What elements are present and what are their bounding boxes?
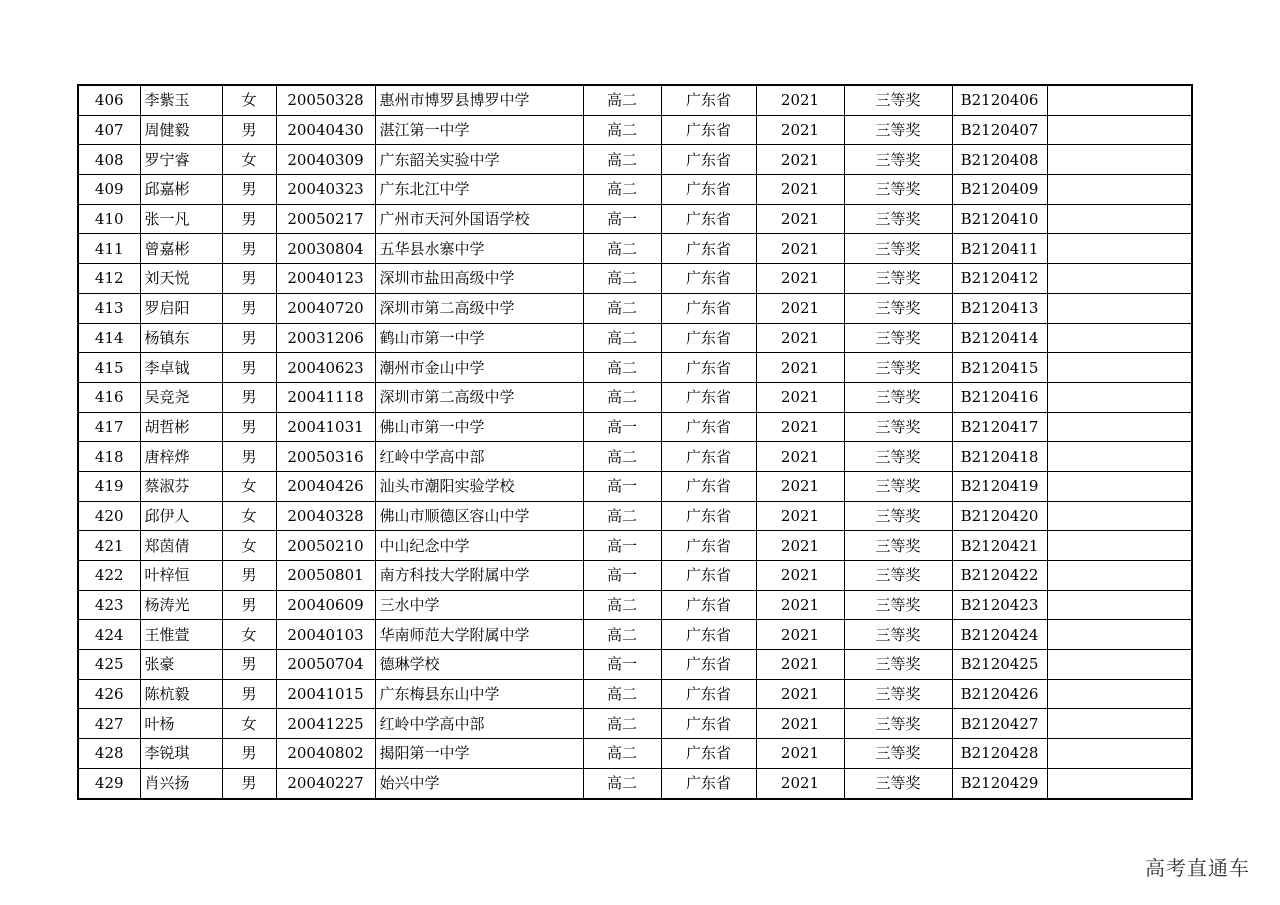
birthdate-cell: 20040328	[276, 501, 375, 531]
province-cell: 广东省	[661, 442, 756, 472]
table-row	[78, 382, 1192, 412]
school-cell: 深圳市第二高级中学	[375, 293, 583, 323]
province-cell: 广东省	[661, 590, 756, 620]
year-cell: 2021	[756, 739, 844, 769]
certificate-id-cell: B2120425	[952, 650, 1047, 680]
year-cell: 2021	[756, 412, 844, 442]
year-cell: 2021	[756, 204, 844, 234]
province-cell: 广东省	[661, 204, 756, 234]
province-cell: 广东省	[661, 264, 756, 294]
year-cell: 2021	[756, 768, 844, 798]
grade-cell: 高二	[583, 739, 661, 769]
award-cell: 三等奖	[844, 234, 952, 264]
gender-cell: 女	[222, 620, 276, 650]
school-cell: 揭阳第一中学	[375, 739, 583, 769]
table-row	[78, 501, 1192, 531]
serial-number-cell: 412	[78, 264, 140, 294]
student-name-cell: 罗宁睿	[140, 145, 222, 175]
student-name-cell: 叶杨	[140, 709, 222, 739]
remarks-cell	[1047, 709, 1192, 739]
year-cell: 2021	[756, 175, 844, 205]
table-row	[78, 620, 1192, 650]
province-cell: 广东省	[661, 234, 756, 264]
gender-cell: 女	[222, 501, 276, 531]
award-cell: 三等奖	[844, 590, 952, 620]
grade-cell: 高二	[583, 175, 661, 205]
table-row	[78, 323, 1192, 353]
student-name-cell: 张豪	[140, 650, 222, 680]
student-name-cell: 陈杭毅	[140, 679, 222, 709]
award-cell: 三等奖	[844, 531, 952, 561]
serial-number-cell: 423	[78, 590, 140, 620]
certificate-id-cell: B2120418	[952, 442, 1047, 472]
table-row	[78, 175, 1192, 205]
province-cell: 广东省	[661, 471, 756, 501]
award-cell: 三等奖	[844, 115, 952, 145]
remarks-cell	[1047, 353, 1192, 383]
serial-number-cell: 422	[78, 561, 140, 591]
grade-cell: 高一	[583, 204, 661, 234]
school-cell: 佛山市第一中学	[375, 412, 583, 442]
school-cell: 华南师范大学附属中学	[375, 620, 583, 650]
serial-number-cell: 418	[78, 442, 140, 472]
table-row	[78, 650, 1192, 680]
grade-cell: 高一	[583, 561, 661, 591]
serial-number-cell: 420	[78, 501, 140, 531]
year-cell: 2021	[756, 709, 844, 739]
province-cell: 广东省	[661, 561, 756, 591]
remarks-cell	[1047, 204, 1192, 234]
province-cell: 广东省	[661, 709, 756, 739]
gender-cell: 男	[222, 442, 276, 472]
serial-number-cell: 407	[78, 115, 140, 145]
certificate-id-cell: B2120421	[952, 531, 1047, 561]
award-cell: 三等奖	[844, 175, 952, 205]
province-cell: 广东省	[661, 323, 756, 353]
birthdate-cell: 20050316	[276, 442, 375, 472]
remarks-cell	[1047, 620, 1192, 650]
gender-cell: 女	[222, 531, 276, 561]
remarks-cell	[1047, 323, 1192, 353]
student-name-cell: 曾嘉彬	[140, 234, 222, 264]
student-name-cell: 唐梓烨	[140, 442, 222, 472]
award-cell: 三等奖	[844, 323, 952, 353]
student-name-cell: 李紫玉	[140, 85, 222, 115]
table-row	[78, 442, 1192, 472]
student-name-cell: 张一凡	[140, 204, 222, 234]
certificate-id-cell: B2120412	[952, 264, 1047, 294]
grade-cell: 高二	[583, 442, 661, 472]
certificate-id-cell: B2120420	[952, 501, 1047, 531]
student-name-cell: 刘天悦	[140, 264, 222, 294]
grade-cell: 高二	[583, 382, 661, 412]
grade-cell: 高二	[583, 323, 661, 353]
award-cell: 三等奖	[844, 709, 952, 739]
award-cell: 三等奖	[844, 561, 952, 591]
birthdate-cell: 20050704	[276, 650, 375, 680]
year-cell: 2021	[756, 353, 844, 383]
gender-cell: 男	[222, 561, 276, 591]
birthdate-cell: 20040123	[276, 264, 375, 294]
grade-cell: 高一	[583, 531, 661, 561]
table-row	[78, 85, 1192, 115]
serial-number-cell: 416	[78, 382, 140, 412]
student-name-cell: 郑茵倩	[140, 531, 222, 561]
table-row	[78, 768, 1192, 798]
student-name-cell: 周健毅	[140, 115, 222, 145]
birthdate-cell: 20041031	[276, 412, 375, 442]
remarks-cell	[1047, 382, 1192, 412]
gender-cell: 女	[222, 471, 276, 501]
award-cell: 三等奖	[844, 471, 952, 501]
province-cell: 广东省	[661, 382, 756, 412]
gender-cell: 男	[222, 650, 276, 680]
province-cell: 广东省	[661, 145, 756, 175]
certificate-id-cell: B2120428	[952, 739, 1047, 769]
award-cell: 三等奖	[844, 412, 952, 442]
award-cell: 三等奖	[844, 293, 952, 323]
student-name-cell: 李锐琪	[140, 739, 222, 769]
table-row	[78, 561, 1192, 591]
grade-cell: 高二	[583, 679, 661, 709]
table-row	[78, 204, 1192, 234]
birthdate-cell: 20031206	[276, 323, 375, 353]
province-cell: 广东省	[661, 650, 756, 680]
birthdate-cell: 20040720	[276, 293, 375, 323]
award-cell: 三等奖	[844, 264, 952, 294]
year-cell: 2021	[756, 561, 844, 591]
birthdate-cell: 20050801	[276, 561, 375, 591]
province-cell: 广东省	[661, 412, 756, 442]
certificate-id-cell: B2120424	[952, 620, 1047, 650]
grade-cell: 高一	[583, 471, 661, 501]
school-cell: 中山纪念中学	[375, 531, 583, 561]
serial-number-cell: 426	[78, 679, 140, 709]
year-cell: 2021	[756, 650, 844, 680]
award-cell: 三等奖	[844, 620, 952, 650]
award-cell: 三等奖	[844, 679, 952, 709]
student-name-cell: 杨涛光	[140, 590, 222, 620]
student-name-cell: 杨镇东	[140, 323, 222, 353]
remarks-cell	[1047, 293, 1192, 323]
remarks-cell	[1047, 590, 1192, 620]
serial-number-cell: 425	[78, 650, 140, 680]
serial-number-cell: 413	[78, 293, 140, 323]
school-cell: 广东北江中学	[375, 175, 583, 205]
student-name-cell: 叶梓恒	[140, 561, 222, 591]
remarks-cell	[1047, 768, 1192, 798]
remarks-cell	[1047, 471, 1192, 501]
remarks-cell	[1047, 412, 1192, 442]
year-cell: 2021	[756, 590, 844, 620]
province-cell: 广东省	[661, 115, 756, 145]
award-cell: 三等奖	[844, 739, 952, 769]
province-cell: 广东省	[661, 501, 756, 531]
grade-cell: 高二	[583, 501, 661, 531]
school-cell: 广东韶关实验中学	[375, 145, 583, 175]
year-cell: 2021	[756, 382, 844, 412]
grade-cell: 高二	[583, 768, 661, 798]
watermark-text: 高考直通车	[1145, 856, 1250, 880]
remarks-cell	[1047, 264, 1192, 294]
serial-number-cell: 424	[78, 620, 140, 650]
student-name-cell: 蔡淑芬	[140, 471, 222, 501]
province-cell: 广东省	[661, 620, 756, 650]
remarks-cell	[1047, 175, 1192, 205]
year-cell: 2021	[756, 85, 844, 115]
province-cell: 广东省	[661, 679, 756, 709]
school-cell: 红岭中学高中部	[375, 709, 583, 739]
birthdate-cell: 20030804	[276, 234, 375, 264]
certificate-id-cell: B2120407	[952, 115, 1047, 145]
serial-number-cell: 410	[78, 204, 140, 234]
grade-cell: 高二	[583, 590, 661, 620]
certificate-id-cell: B2120423	[952, 590, 1047, 620]
grade-cell: 高二	[583, 145, 661, 175]
certificate-id-cell: B2120426	[952, 679, 1047, 709]
grade-cell: 高一	[583, 650, 661, 680]
serial-number-cell: 415	[78, 353, 140, 383]
certificate-id-cell: B2120410	[952, 204, 1047, 234]
table-row	[78, 234, 1192, 264]
remarks-cell	[1047, 85, 1192, 115]
certificate-id-cell: B2120422	[952, 561, 1047, 591]
year-cell: 2021	[756, 442, 844, 472]
certificate-id-cell: B2120419	[952, 471, 1047, 501]
year-cell: 2021	[756, 501, 844, 531]
gender-cell: 女	[222, 709, 276, 739]
school-cell: 湛江第一中学	[375, 115, 583, 145]
birthdate-cell: 20041118	[276, 382, 375, 412]
school-cell: 佛山市顺德区容山中学	[375, 501, 583, 531]
gender-cell: 男	[222, 323, 276, 353]
province-cell: 广东省	[661, 293, 756, 323]
table-row	[78, 115, 1192, 145]
certificate-id-cell: B2120429	[952, 768, 1047, 798]
year-cell: 2021	[756, 620, 844, 650]
school-cell: 深圳市盐田高级中学	[375, 264, 583, 294]
grade-cell: 高二	[583, 293, 661, 323]
certificate-id-cell: B2120413	[952, 293, 1047, 323]
birthdate-cell: 20040309	[276, 145, 375, 175]
student-name-cell: 邱伊人	[140, 501, 222, 531]
gender-cell: 男	[222, 234, 276, 264]
gender-cell: 男	[222, 264, 276, 294]
year-cell: 2021	[756, 293, 844, 323]
table-row	[78, 590, 1192, 620]
birthdate-cell: 20041225	[276, 709, 375, 739]
certificate-id-cell: B2120409	[952, 175, 1047, 205]
award-cell: 三等奖	[844, 768, 952, 798]
award-cell: 三等奖	[844, 501, 952, 531]
birthdate-cell: 20040227	[276, 768, 375, 798]
grade-cell: 高二	[583, 620, 661, 650]
gender-cell: 男	[222, 293, 276, 323]
grade-cell: 高二	[583, 264, 661, 294]
serial-number-cell: 408	[78, 145, 140, 175]
year-cell: 2021	[756, 679, 844, 709]
grade-cell: 高二	[583, 85, 661, 115]
certificate-id-cell: B2120411	[952, 234, 1047, 264]
grade-cell: 高二	[583, 115, 661, 145]
province-cell: 广东省	[661, 768, 756, 798]
province-cell: 广东省	[661, 175, 756, 205]
school-cell: 惠州市博罗县博罗中学	[375, 85, 583, 115]
province-cell: 广东省	[661, 739, 756, 769]
remarks-cell	[1047, 145, 1192, 175]
grade-cell: 高二	[583, 709, 661, 739]
student-name-cell: 罗启阳	[140, 293, 222, 323]
table-row	[78, 353, 1192, 383]
remarks-cell	[1047, 679, 1192, 709]
year-cell: 2021	[756, 115, 844, 145]
year-cell: 2021	[756, 264, 844, 294]
province-cell: 广东省	[661, 353, 756, 383]
grade-cell: 高二	[583, 234, 661, 264]
serial-number-cell: 421	[78, 531, 140, 561]
student-name-cell: 胡哲彬	[140, 412, 222, 442]
table-row	[78, 531, 1192, 561]
school-cell: 始兴中学	[375, 768, 583, 798]
remarks-cell	[1047, 650, 1192, 680]
remarks-cell	[1047, 739, 1192, 769]
table-row	[78, 709, 1192, 739]
gender-cell: 男	[222, 115, 276, 145]
certificate-id-cell: B2120427	[952, 709, 1047, 739]
table-row	[78, 471, 1192, 501]
table-body	[78, 85, 1192, 799]
table-row	[78, 264, 1192, 294]
serial-number-cell: 419	[78, 471, 140, 501]
gender-cell: 男	[222, 679, 276, 709]
birthdate-cell: 20040430	[276, 115, 375, 145]
certificate-id-cell: B2120406	[952, 85, 1047, 115]
remarks-cell	[1047, 442, 1192, 472]
remarks-cell	[1047, 501, 1192, 531]
serial-number-cell: 417	[78, 412, 140, 442]
grade-cell: 高一	[583, 412, 661, 442]
gender-cell: 男	[222, 590, 276, 620]
school-cell: 红岭中学高中部	[375, 442, 583, 472]
table-row	[78, 739, 1192, 769]
table-row	[78, 145, 1192, 175]
birthdate-cell: 20040323	[276, 175, 375, 205]
gender-cell: 男	[222, 204, 276, 234]
school-cell: 潮州市金山中学	[375, 353, 583, 383]
remarks-cell	[1047, 234, 1192, 264]
award-cell: 三等奖	[844, 145, 952, 175]
school-cell: 三水中学	[375, 590, 583, 620]
gender-cell: 男	[222, 175, 276, 205]
gender-cell: 男	[222, 412, 276, 442]
table-row	[78, 679, 1192, 709]
birthdate-cell: 20040623	[276, 353, 375, 383]
table-row	[78, 412, 1192, 442]
serial-number-cell: 411	[78, 234, 140, 264]
certificate-id-cell: B2120415	[952, 353, 1047, 383]
year-cell: 2021	[756, 531, 844, 561]
award-cell: 三等奖	[844, 353, 952, 383]
gender-cell: 男	[222, 382, 276, 412]
school-cell: 五华县水寨中学	[375, 234, 583, 264]
gender-cell: 女	[222, 145, 276, 175]
serial-number-cell: 428	[78, 739, 140, 769]
award-cell: 三等奖	[844, 204, 952, 234]
school-cell: 广州市天河外国语学校	[375, 204, 583, 234]
birthdate-cell: 20050210	[276, 531, 375, 561]
student-name-cell: 李卓钺	[140, 353, 222, 383]
certificate-id-cell: B2120416	[952, 382, 1047, 412]
year-cell: 2021	[756, 471, 844, 501]
remarks-cell	[1047, 115, 1192, 145]
serial-number-cell: 427	[78, 709, 140, 739]
year-cell: 2021	[756, 234, 844, 264]
gender-cell: 女	[222, 85, 276, 115]
student-name-cell: 邱嘉彬	[140, 175, 222, 205]
birthdate-cell: 20041015	[276, 679, 375, 709]
student-name-cell: 肖兴扬	[140, 768, 222, 798]
school-cell: 深圳市第二高级中学	[375, 382, 583, 412]
year-cell: 2021	[756, 323, 844, 353]
award-table	[77, 84, 1193, 800]
award-cell: 三等奖	[844, 382, 952, 412]
certificate-id-cell: B2120414	[952, 323, 1047, 353]
award-cell: 三等奖	[844, 650, 952, 680]
remarks-cell	[1047, 531, 1192, 561]
gender-cell: 男	[222, 768, 276, 798]
school-cell: 汕头市潮阳实验学校	[375, 471, 583, 501]
birthdate-cell: 20050328	[276, 85, 375, 115]
award-cell: 三等奖	[844, 85, 952, 115]
birthdate-cell: 20040609	[276, 590, 375, 620]
serial-number-cell: 414	[78, 323, 140, 353]
gender-cell: 男	[222, 353, 276, 383]
school-cell: 广东梅县东山中学	[375, 679, 583, 709]
birthdate-cell: 20040103	[276, 620, 375, 650]
birthdate-cell: 20040802	[276, 739, 375, 769]
serial-number-cell: 406	[78, 85, 140, 115]
serial-number-cell: 429	[78, 768, 140, 798]
school-cell: 南方科技大学附属中学	[375, 561, 583, 591]
province-cell: 广东省	[661, 531, 756, 561]
province-cell: 广东省	[661, 85, 756, 115]
student-name-cell: 吴竞尧	[140, 382, 222, 412]
remarks-cell	[1047, 561, 1192, 591]
gender-cell: 男	[222, 739, 276, 769]
student-name-cell: 王惟萱	[140, 620, 222, 650]
year-cell: 2021	[756, 145, 844, 175]
certificate-id-cell: B2120417	[952, 412, 1047, 442]
school-cell: 鹤山市第一中学	[375, 323, 583, 353]
school-cell: 德琳学校	[375, 650, 583, 680]
birthdate-cell: 20040426	[276, 471, 375, 501]
certificate-id-cell: B2120408	[952, 145, 1047, 175]
birthdate-cell: 20050217	[276, 204, 375, 234]
serial-number-cell: 409	[78, 175, 140, 205]
grade-cell: 高二	[583, 353, 661, 383]
table-row	[78, 293, 1192, 323]
award-cell: 三等奖	[844, 442, 952, 472]
